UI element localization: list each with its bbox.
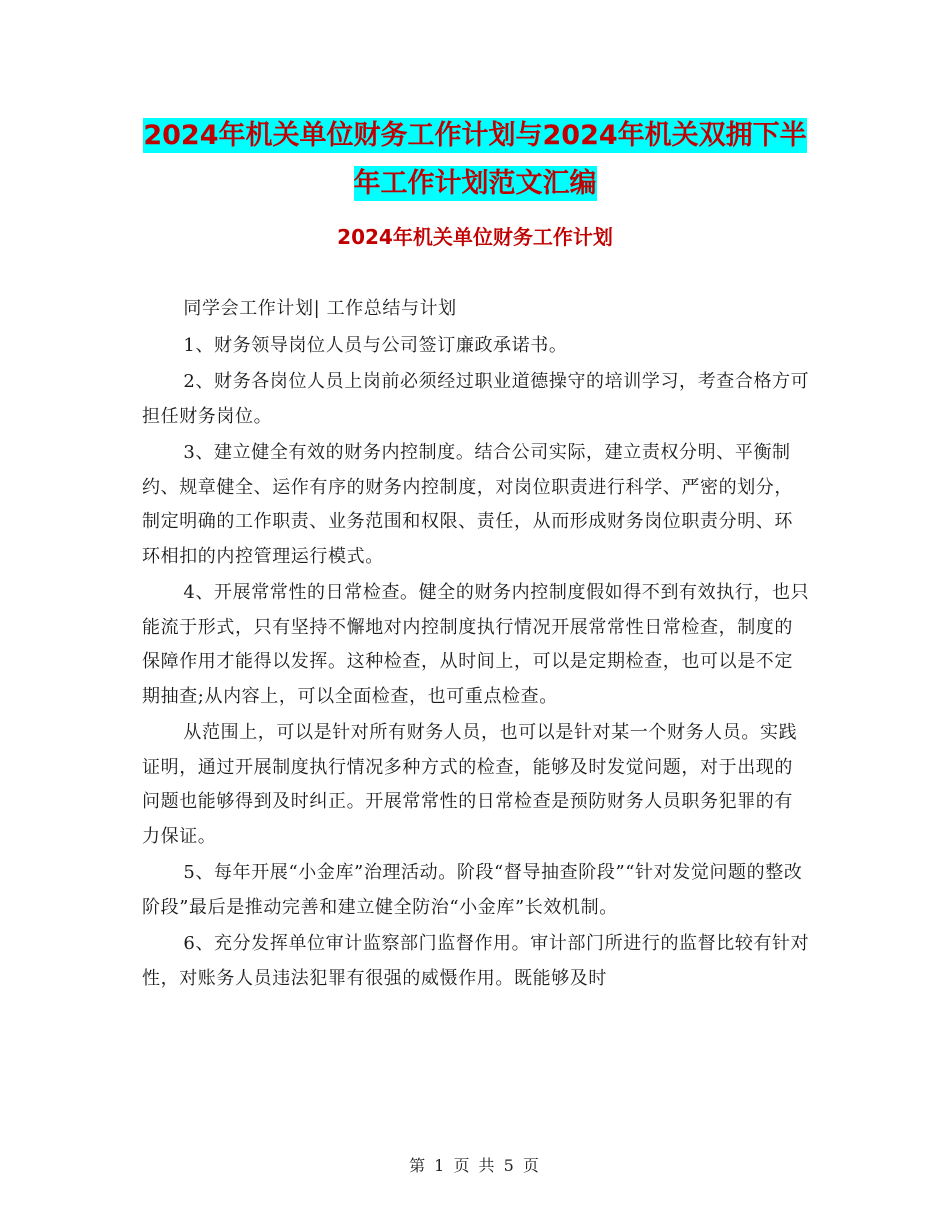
body-paragraph: 6、充分发挥单位审计监察部门监督作用。审计部门所进行的监督比较有针对性，对账务人员违法犯罪有很强的威慑作用。既能够及时 (142, 933, 810, 989)
body-paragraph: 3、建立健全有效的财务内控制度。结合公司实际，建立责权分明、平衡制约、规章健全、运作有序的财务内控制度，对岗位职责进行科学、严密的划分，制定明确的工作职责、业务范围和权限、责任，从而形成财务岗位职责分明、环环相扣的内控管理运行模式。 (142, 442, 793, 567)
page-footer: 第 1 页 共 5 页 (409, 1156, 541, 1175)
body-paragraph: 2、财务各岗位人员上岗前必须经过职业道德操守的培训学习，考查合格方可担任财务岗位。 (142, 371, 810, 427)
body-paragraph: 4、开展常常性的日常检查。健全的财务内控制度假如得不到有效执行，也只能流于形式，只有坚持不懈地对内控制度执行情况开展常常性日常检查，制度的保障作用才能得以发挥。这种检查，从时间上，可以是定期检查，也可以是不定期抽查;从内容上，可以全面检查，也可重点检查。 (142, 582, 810, 707)
document-title-line-2: 年工作计划范文汇编 (353, 168, 597, 199)
body-paragraph: 从范围上，可以是针对所有财务人员，也可以是针对某一个财务人员。实践证明，通过开展制度执行情况多种方式的检查，能够及时发觉问题，对于出现的问题也能够得到及时纠正。开展常常性的日常检查是预防财务人员职务犯罪的有力保证。 (142, 722, 798, 847)
section-title: 2024年机关单位财务工作计划 (337, 225, 613, 249)
body-paragraph: 1、财务领导岗位人员与公司签订廉政承诺书。 (183, 334, 568, 356)
body-paragraph: 同学会工作计划| 工作总结与计划 (183, 298, 457, 319)
document-title (140, 112, 810, 208)
document-body (142, 292, 810, 998)
body-paragraph: 5、每年开展“小金库”治理活动。阶段“督导抽查阶段”“针对发觉问题的整改阶段”最后是推动完善和建立健全防治“小金库”长效机制。 (142, 862, 803, 918)
document-title-line-1: 2024年机关单位财务工作计划与2024年机关双拥下半 (143, 120, 807, 151)
